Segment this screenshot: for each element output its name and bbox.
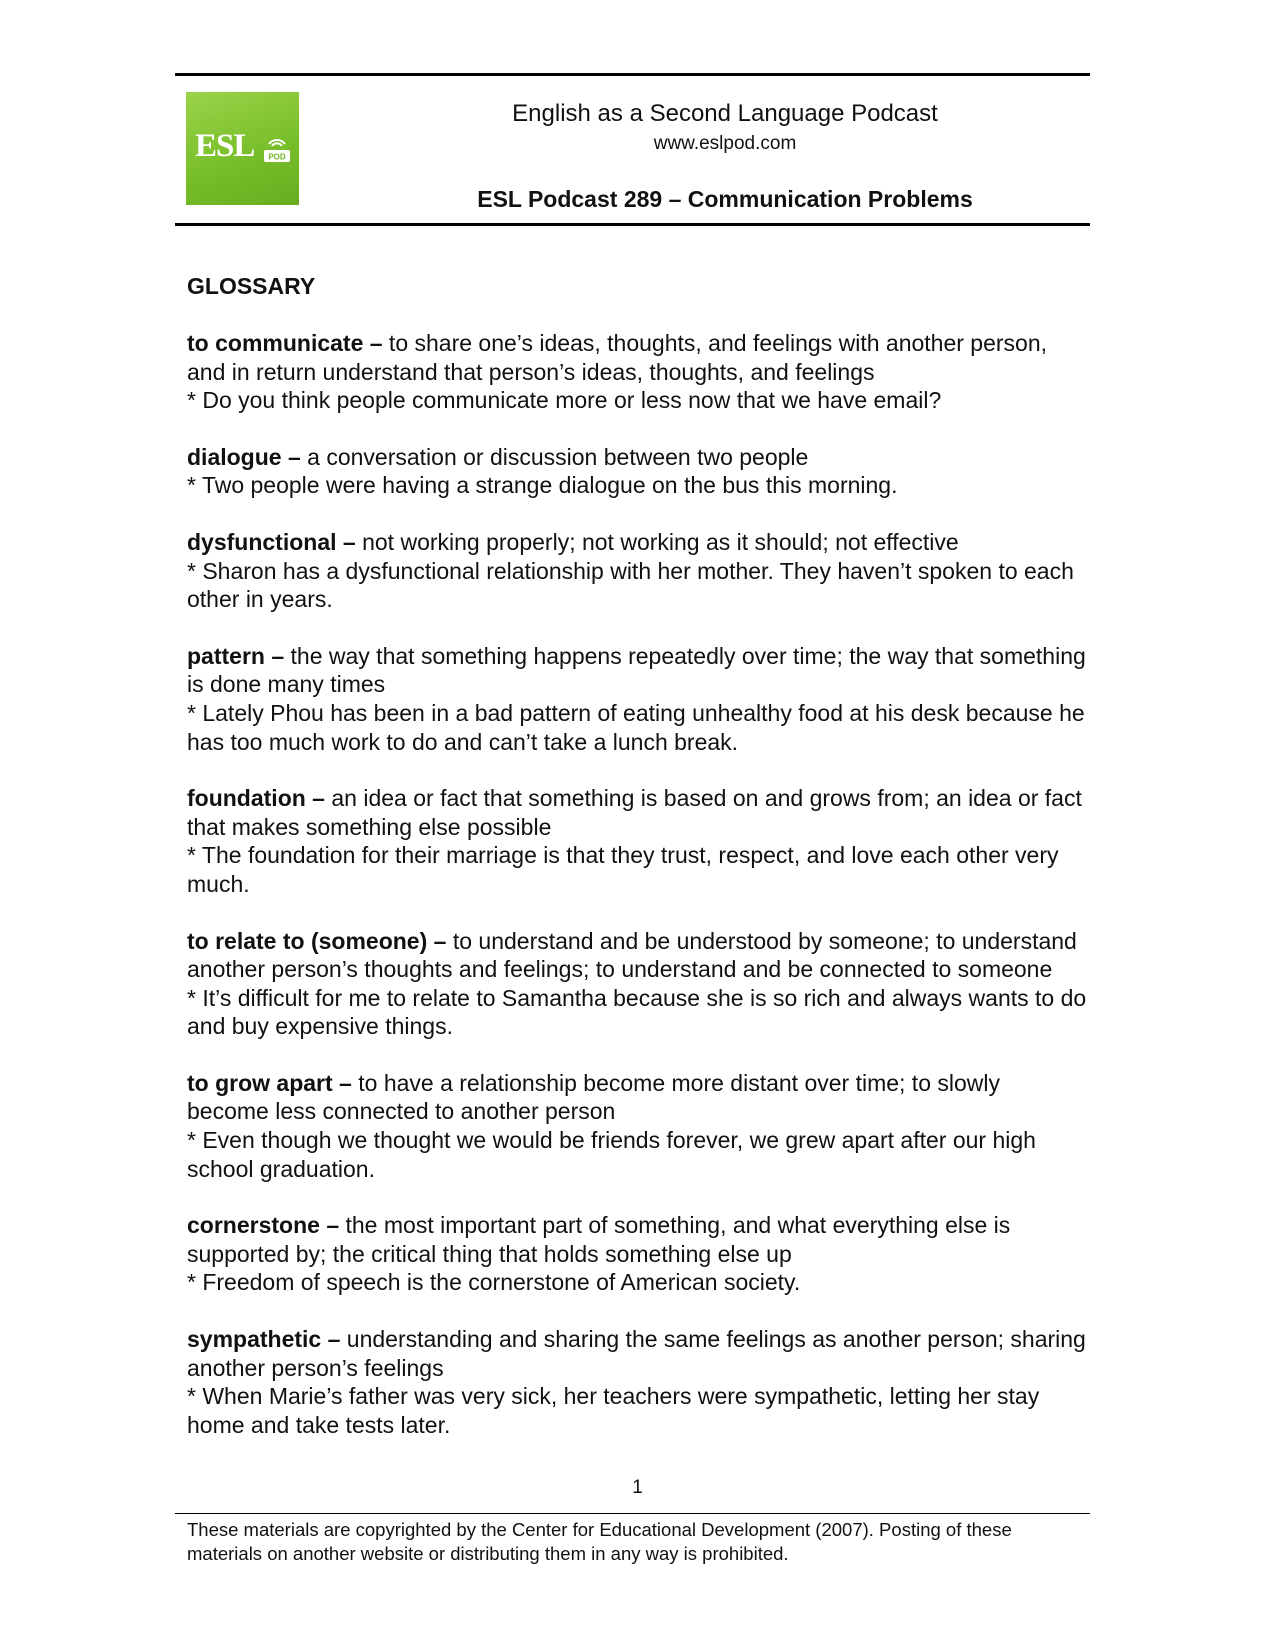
glossary-definition: a conversation or discussion between two people: [300, 443, 809, 470]
glossary-entry: [187, 784, 1087, 898]
glossary-definition: not working properly; not working as it should; not effective: [355, 528, 959, 555]
glossary-example: * The foundation for their marriage is that they trust, respect, and love each other very much.: [187, 842, 1059, 897]
glossary-definition: the most important part of something, and what everything else is supported by; the critical thing that holds something else up: [187, 1212, 1011, 1267]
glossary-heading: GLOSSARY: [187, 273, 316, 299]
logo-sub-text: POD: [268, 152, 286, 162]
footer-rule: [175, 1513, 1090, 1514]
glossary-term: pattern –: [187, 642, 285, 669]
glossary-definition: an idea or fact that something is based on and grows from; an idea or fact that makes something else possible: [187, 785, 1082, 840]
page-number: 1: [632, 1477, 643, 1498]
glossary-term: foundation –: [187, 785, 325, 812]
glossary-entry: [187, 528, 1087, 614]
glossary-term: to relate to (someone) –: [187, 927, 447, 954]
glossary-entry: [187, 642, 1087, 756]
glossary-example: * Two people were having a strange dialogue on the bus this morning.: [187, 472, 898, 499]
glossary-term: dialogue –: [187, 443, 301, 470]
glossary-definition: to understand and be understood by someone; to understand another person’s thoughts and feelings; to understand and be connected to someone: [187, 927, 1077, 983]
header-bottom-rule: [175, 223, 1090, 226]
glossary-list: [187, 329, 1087, 1467]
glossary-entry: [187, 329, 1087, 415]
podcast-signal-icon: [263, 132, 291, 164]
copyright-notice: These materials are copyrighted by the Center for Educational Development (2007). Posting of these materials on another website or distributing them in any way is prohibited.: [187, 1519, 1012, 1564]
glossary-entry: [187, 1325, 1087, 1439]
glossary-definition: to share one’s ideas, thoughts, and feelings with another person, and in return understand that person’s ideas, thoughts, and feelings: [187, 330, 1048, 385]
glossary-example: * Do you think people communicate more or less now that we have email?: [187, 387, 942, 414]
glossary-definition: the way that something happens repeatedly over time; the way that something is done many times: [187, 642, 1086, 698]
eslpod-logo: [186, 92, 299, 205]
glossary-example: * Even though we thought we would be friends forever, we grew apart after our high school graduation.: [187, 1127, 1036, 1182]
glossary-example: * When Marie’s father was very sick, her teachers were sympathetic, letting her stay home and take tests later.: [187, 1383, 1040, 1438]
episode-title: ESL Podcast 289 – Communication Problems: [477, 186, 973, 212]
glossary-entry: [187, 443, 1087, 500]
glossary-example: * Sharon has a dysfunctional relationship with her mother. They haven’t spoken to each other in years.: [187, 557, 1074, 613]
glossary-example: * Lately Phou has been in a bad pattern of eating unhealthy food at his desk because he has too much work to do and can’t take a lunch break.: [187, 699, 1085, 755]
glossary-entry: [187, 1069, 1087, 1183]
glossary-definition: understanding and sharing the same feelings as another person; sharing another person’s feelings: [187, 1326, 1086, 1381]
glossary-definition: to have a relationship become more distant over time; to slowly become less connected to another person: [187, 1069, 1001, 1125]
glossary-entry: [187, 927, 1087, 1041]
glossary-term: cornerstone –: [187, 1212, 340, 1239]
glossary-term: to grow apart –: [187, 1069, 352, 1096]
logo-text: ESL: [195, 128, 255, 164]
website-url: www.eslpod.com: [653, 133, 797, 154]
header-top-rule: [175, 73, 1090, 76]
glossary-term: to communicate –: [187, 330, 383, 356]
glossary-term: dysfunctional –: [187, 528, 356, 555]
podcast-title: English as a Second Language Podcast: [512, 100, 938, 127]
glossary-term: sympathetic –: [187, 1326, 341, 1353]
glossary-example: * It’s difficult for me to relate to Samantha because she is so rich and always wants to do and buy expensive things.: [187, 984, 1087, 1040]
glossary-example: * Freedom of speech is the cornerstone of American society.: [187, 1269, 801, 1296]
glossary-entry: [187, 1211, 1087, 1297]
